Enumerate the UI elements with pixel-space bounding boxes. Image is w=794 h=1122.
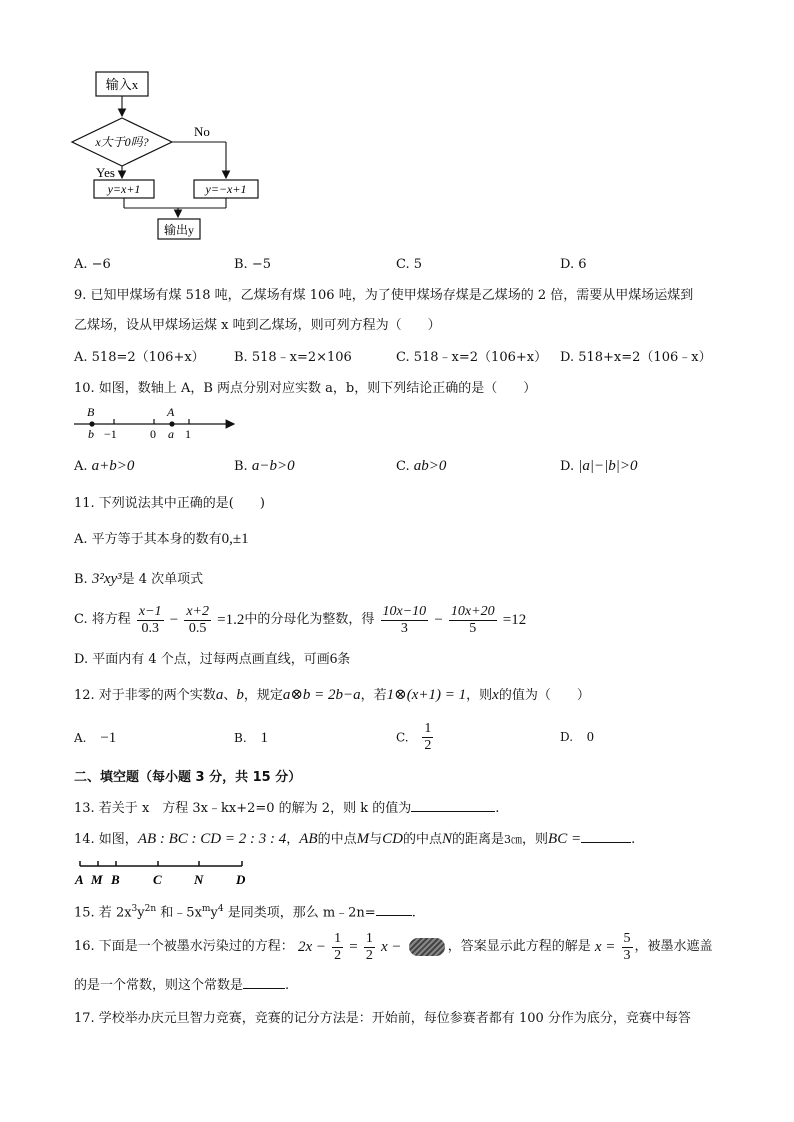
q16-end: . xyxy=(285,978,290,993)
q16-eq-c: x − xyxy=(381,939,402,955)
q14-point-M: M xyxy=(91,872,103,887)
q12-var-x: x xyxy=(492,687,499,703)
q12-sep: 、 xyxy=(223,688,237,703)
q8-option-d: D. 6 xyxy=(560,257,587,272)
q16-line1 xyxy=(74,928,713,967)
q10-label-b: b xyxy=(88,427,94,441)
q11-option-a-text: A. 平方等于其本身的数有 xyxy=(74,532,222,547)
q10-label-B: B xyxy=(87,405,95,419)
q14-segment-figure xyxy=(72,858,262,892)
q10-option-a-expr: a+b>0 xyxy=(91,458,135,474)
q12-option-a xyxy=(74,730,116,747)
q10-number-line xyxy=(70,404,250,444)
q16-line2 xyxy=(74,974,289,995)
q14 xyxy=(74,828,635,849)
q10-option-c-letter: C. xyxy=(396,459,410,474)
ink-blot-icon xyxy=(409,938,445,956)
flowchart-output-label: 输出y xyxy=(163,223,195,237)
q15-y2: y xyxy=(210,905,218,921)
q12-cond-pre: ，若 xyxy=(360,688,387,703)
q11-c-frac3 xyxy=(381,604,429,637)
q11-option-b-math: 3²xy³ xyxy=(91,571,122,587)
q12-var-b: b xyxy=(236,687,244,703)
q16-mid: ，答案显示此方程的解是 xyxy=(447,939,591,954)
q14-mid1: ， xyxy=(286,832,300,847)
q10-option-c xyxy=(396,457,446,476)
q11-c-frac1 xyxy=(137,604,164,637)
q8-option-b: B. −5 xyxy=(234,257,271,272)
q12-option-d-letter: D. xyxy=(560,730,574,744)
flowchart xyxy=(60,60,280,250)
q12-rule: a⊗b = 2b−a xyxy=(282,687,361,703)
q12-option-a-letter: A. xyxy=(74,731,87,745)
q12-option-c-frac xyxy=(422,721,433,754)
flowchart-decision-label: x大于0吗? xyxy=(95,135,149,149)
flowchart-no-label: No xyxy=(194,124,210,139)
q11-option-c-mid2: 中的分母化为整数，得 xyxy=(244,612,375,627)
q10-option-d-expr: |a|−|b|>0 xyxy=(578,458,638,474)
q16-frac2-num: 1 xyxy=(365,930,373,946)
q14-mid5: 的距离是 xyxy=(452,832,505,847)
q16-frac3-num: 5 xyxy=(623,930,631,946)
q10-option-d-letter: D. xyxy=(560,459,575,474)
q11-option-c: C. 将方程 $\frac{x-1}{0.3}$ − $\frac{x+2}{0.5}$ =1.2中的分母化为整数，得 $\frac{10x-10}{3}$ − $\frac{10x+20}{5}$ =12 xyxy=(74,603,527,636)
q15-pre: 15. 若 2x xyxy=(74,905,132,921)
q14-mid3: 与 xyxy=(369,832,383,847)
section2-heading: 二、填空题（每小题 3 分，共 15 分） xyxy=(74,770,302,785)
q15-exp1: 3 xyxy=(131,904,138,914)
q16-frac2-den: 2 xyxy=(365,947,373,963)
q10-option-a-letter: A. xyxy=(74,459,88,474)
q12-option-b-letter: B. xyxy=(234,731,247,745)
q16-frac2 xyxy=(364,931,375,964)
q11-option-a-math: 0,±1 xyxy=(221,531,249,547)
q14-mid4: 的中点 xyxy=(402,832,442,847)
q12-stem xyxy=(74,686,590,705)
q10-label-a: a xyxy=(168,427,174,441)
q12-option-b-value: 1 xyxy=(260,730,268,746)
q11-option-d-text: D. 平面内有 4 个点，过每两点画直线，可画 xyxy=(74,652,330,667)
q11-c-frac2 xyxy=(184,604,211,637)
q12-option-d-value: 0 xyxy=(586,730,594,745)
q16-line2-text: 的是一个常数，则这个常数是 xyxy=(74,978,244,993)
q12-option-c-num: 1 xyxy=(424,721,432,736)
q11-c-frac4-den: 5 xyxy=(469,620,477,636)
q10-label-zero: 0 xyxy=(150,427,156,441)
q11-option-d-math: 6 xyxy=(329,651,338,667)
flowchart-right-box-label: y=−x+1 xyxy=(205,182,247,196)
q11-option-d xyxy=(74,650,350,669)
q16-frac1-den: 2 xyxy=(334,947,342,963)
q16-frac1 xyxy=(332,931,343,964)
q11-c-frac3-num: 10x−10 xyxy=(382,603,427,619)
q8-option-a: A. −6 xyxy=(74,257,111,272)
q10-option-a xyxy=(74,457,134,476)
q10-label-A: A xyxy=(167,405,175,419)
q15-exp2: 2n xyxy=(144,904,157,914)
q10-option-b-letter: B. xyxy=(234,459,248,474)
q14-unit: ㎝ xyxy=(511,833,523,846)
q15-exp3: m xyxy=(201,904,211,914)
q11-c-frac3-den: 3 xyxy=(400,620,408,636)
q9-option-c: C. 518﹣x=2（106+x） xyxy=(396,350,548,365)
q16-frac3-den: 3 xyxy=(623,947,631,963)
q13-end: . xyxy=(495,801,500,816)
q12-tail-pre: ，则 xyxy=(466,688,493,703)
q9-option-b: B. 518﹣x=2×106 xyxy=(234,350,352,365)
q14-mid2: 的中点 xyxy=(317,832,357,847)
q16-answer-blank[interactable] xyxy=(243,974,285,989)
q11-c-frac2-den: 0.5 xyxy=(188,620,207,636)
q16-frac1-num: 1 xyxy=(334,930,342,946)
q15-post: 是同类项，那么 m﹣2n= xyxy=(223,905,376,921)
q16-post: ，被墨水遮盖 xyxy=(634,939,713,954)
q15-end: . xyxy=(411,905,416,921)
q12-option-b xyxy=(234,730,268,747)
q10-option-d xyxy=(560,457,637,476)
q11-option-b-post: 是 4 次单项式 xyxy=(121,572,204,587)
q9-stem-line1: 9. 已知甲煤场有煤 518 吨，乙煤场有煤 106 吨，为了使甲煤场存煤是乙煤场的 2 倍，需要从甲煤场运煤到 xyxy=(74,288,694,303)
q10-label-one: 1 xyxy=(185,427,191,441)
q14-answer-blank[interactable] xyxy=(581,828,631,843)
q13-text: 13. 若关于 x 方程 3x﹣kx+2=0 的解为 2，则 k 的值为 xyxy=(74,801,412,816)
q14-pre: 14. 如图， xyxy=(74,832,138,847)
q13 xyxy=(74,797,499,818)
q12-cond: 1⊗(x+1) = 1 xyxy=(386,687,467,703)
q11-stem: 11. 下列说法其中正确的是( ) xyxy=(74,496,265,511)
q9-option-a: A. 518=2（106+x） xyxy=(74,350,205,365)
q14-bc: BC = xyxy=(548,831,582,847)
q14-point-D: D xyxy=(236,872,246,887)
q11-option-b xyxy=(74,570,203,589)
q11-c-frac1-num: x−1 xyxy=(138,603,162,619)
q10-option-b xyxy=(234,457,295,476)
q11-option-d-post: 条 xyxy=(337,652,351,667)
q11-option-c-pre: C. 将方程 xyxy=(74,612,131,627)
q12-tail: 的值为（ ） xyxy=(498,688,590,703)
q14-dist: 3 xyxy=(504,833,512,846)
q14-point-B: B xyxy=(111,872,120,887)
q14-point-A: A xyxy=(75,872,84,887)
q11-option-b-pre: B. xyxy=(74,572,88,587)
flowchart-left-box-label: y=x+1 xyxy=(107,182,141,196)
q10-option-c-expr: ab>0 xyxy=(413,458,447,474)
q11-option-a xyxy=(74,530,249,549)
q15-mid: 和﹣5x xyxy=(156,905,202,921)
q16-frac3 xyxy=(622,931,633,964)
q14-end: . xyxy=(631,832,636,847)
q16-eq-b: = xyxy=(349,939,358,955)
q12-option-c xyxy=(396,718,435,757)
q15-y1: y xyxy=(137,905,145,921)
q15 xyxy=(74,900,416,922)
q12-option-a-value: −1 xyxy=(100,730,117,746)
q10-point-b xyxy=(89,421,94,426)
q14-N: N xyxy=(441,831,452,847)
q17-stem: 17. 学校举办庆元旦智力竞赛，竞赛的记分方法是：开始前，每位参赛者都有 100 分作为底分，竞赛中每答 xyxy=(74,1011,691,1026)
q11-c-frac1-den: 0.3 xyxy=(141,620,159,636)
q10-stem: 10. 如图，数轴上 A，B 两点分别对应实数 a，b，则下列结论正确的是（ ） xyxy=(74,381,537,396)
q10-label-neg1: −1 xyxy=(104,427,117,441)
q14-M: M xyxy=(356,831,370,847)
q16-sol: x = xyxy=(594,939,616,955)
q12-option-c-letter: C. xyxy=(396,730,409,745)
q15-answer-blank[interactable] xyxy=(376,901,412,916)
q10-option-b-expr: a−b>0 xyxy=(251,458,295,474)
q10-point-a xyxy=(169,421,174,426)
q14-ratio: AB : BC : CD = 2 : 3 : 4 xyxy=(137,831,287,847)
q14-point-C: C xyxy=(153,872,162,887)
q16-eq-a: 2x − xyxy=(297,939,326,955)
q14-cd: CD xyxy=(382,831,403,847)
q12-option-d xyxy=(560,730,594,746)
q8-option-c: C. 5 xyxy=(396,257,423,272)
q12-stem-pre: 12. 对于非零的两个实数 xyxy=(74,688,216,703)
flowchart-yes-label: Yes xyxy=(96,165,115,180)
q9-option-d: D. 518+x=2（106﹣x） xyxy=(560,350,712,365)
q12-rule-pre: ，规定 xyxy=(243,688,283,703)
q11-c-frac4 xyxy=(449,604,497,637)
q11-c-frac2-num: x+2 xyxy=(186,603,209,619)
q16-pre: 16. 下面是一个被墨水污染过的方程： xyxy=(74,939,294,954)
q11-option-c-end: =12 xyxy=(502,612,527,628)
q11-c-frac4-num: 10x+20 xyxy=(450,603,495,619)
q11-option-c-mid1: =1.2 xyxy=(217,612,245,628)
flowchart-input-label: 输入x xyxy=(105,77,139,92)
q12-option-c-den: 2 xyxy=(424,738,432,753)
q14-point-N: N xyxy=(194,872,204,887)
q14-ab: AB xyxy=(299,831,318,847)
q9-stem-line2: 乙煤场，设从甲煤场运煤 x 吨到乙煤场，则可列方程为（ ） xyxy=(74,318,441,333)
q13-answer-blank[interactable] xyxy=(411,797,495,812)
q14-mid6: ，则 xyxy=(522,832,549,847)
q15-exp4: 4 xyxy=(217,904,224,914)
q12-var-a: a xyxy=(215,687,224,703)
